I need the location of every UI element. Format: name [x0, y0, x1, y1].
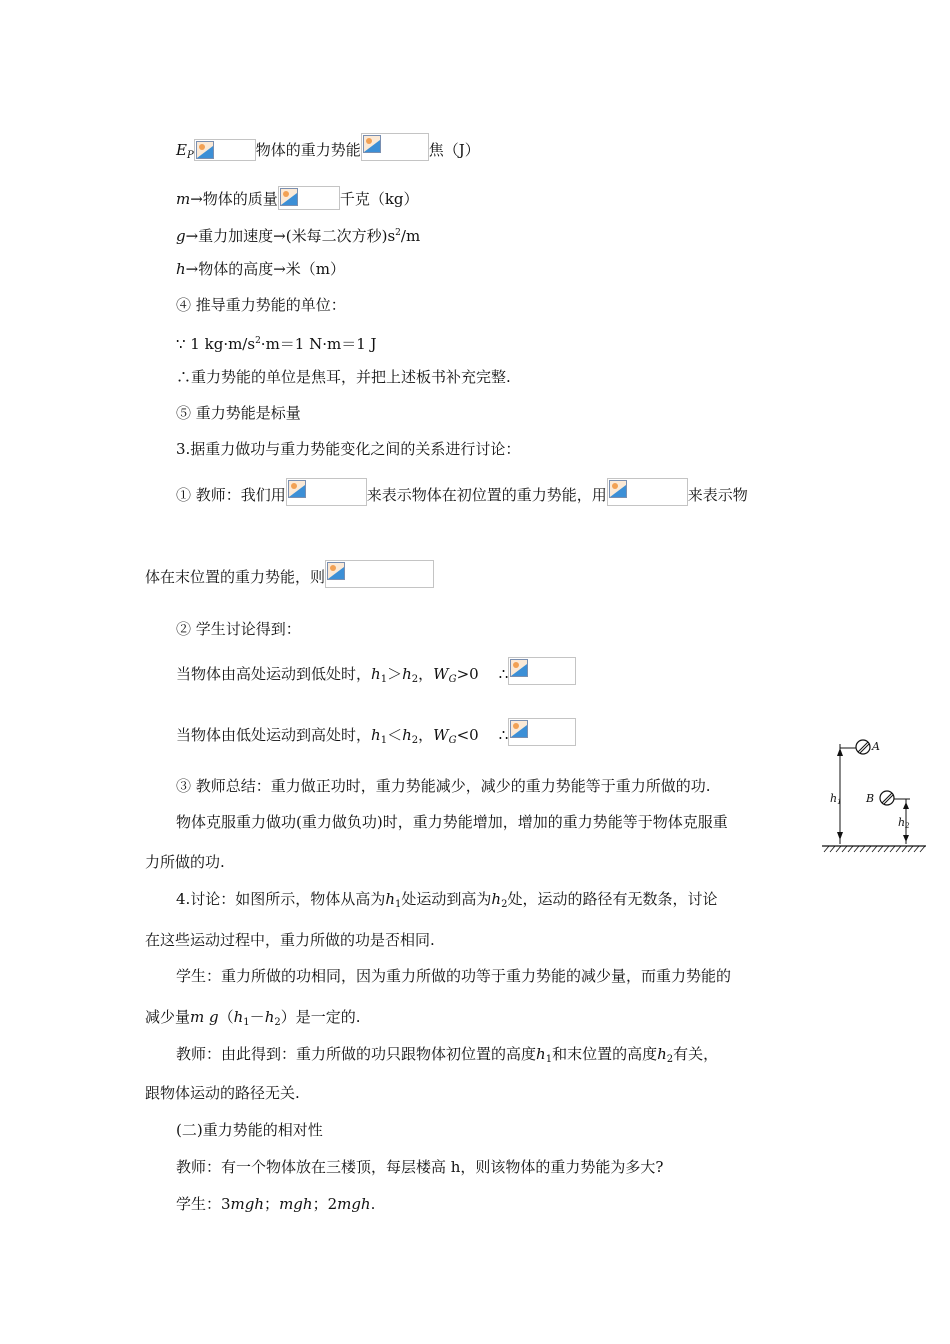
therefore-symbol: ∴: [498, 726, 509, 744]
wg-symbol: W: [433, 665, 449, 683]
line-ep: [176, 133, 480, 166]
line-23: 跟物体运动的路径无关.: [145, 1084, 300, 1102]
formula-image-placeholder: [325, 560, 434, 588]
h2-symbol: h: [402, 726, 412, 744]
superscript: 2: [395, 228, 401, 238]
text: 处运动到高为: [401, 890, 492, 908]
text: .: [370, 1195, 376, 1213]
h1-symbol: h: [371, 726, 381, 744]
m-symbol: m: [176, 190, 191, 208]
line-7: ∴重力势能的单位是焦耳，并把上述板书补充完整.: [176, 368, 511, 386]
formula-image-placeholder: [508, 718, 576, 746]
broken-image-icon: [280, 188, 298, 206]
text: 来表示物: [687, 486, 748, 504]
height-diagram: [818, 732, 930, 862]
mgh-symbol: mgh: [279, 1195, 313, 1213]
text: 减少量: [145, 1008, 191, 1026]
h2-symbol: h: [402, 665, 412, 683]
h2-symbol: h: [491, 890, 502, 908]
text: 学生：3: [176, 1195, 231, 1213]
broken-image-icon: [327, 562, 345, 580]
line-12: ② 学生讨论得到：: [176, 620, 301, 638]
text: 来表示物体在初位置的重力势能，用: [366, 486, 607, 504]
text: →物体的高度→米（m）: [185, 260, 346, 278]
text: <0: [456, 726, 479, 744]
text: ；: [264, 1195, 280, 1213]
text: ，: [418, 665, 434, 683]
text: 千克（kg）: [339, 190, 419, 208]
line-17: 力所做的功.: [145, 853, 225, 871]
text: 焦（J）: [428, 141, 480, 159]
line-teacher-1: [176, 478, 748, 506]
subscript: G: [448, 735, 457, 746]
label-h2-subscript: 2: [905, 822, 910, 830]
line-conclusion: [176, 1044, 718, 1070]
line-16: 物体克服重力做功(重力做负功)时，重力势能增加，增加的重力势能等于物体克服重: [176, 813, 728, 831]
text: ＞: [387, 665, 403, 683]
subscript: G: [448, 674, 457, 685]
text: ① 教师：我们用: [176, 486, 286, 504]
broken-image-icon: [609, 480, 627, 498]
line-20: 学生：重力所做的功相同，因为重力所做的功等于重力势能的减少量，而重力势能的: [176, 967, 732, 985]
subscript: 1: [380, 674, 388, 685]
h1-symbol: h: [536, 1045, 546, 1063]
text: →重力加速度→(米每二次方秒)s: [185, 227, 396, 245]
broken-image-icon: [510, 659, 528, 677]
formula-image-placeholder: [278, 186, 340, 210]
label-h1-letter: h: [830, 792, 838, 805]
text: >0: [456, 665, 479, 683]
line-gravity: [176, 223, 420, 246]
line-24: (二)重力势能的相对性: [176, 1121, 323, 1139]
h1-symbol: h: [385, 890, 395, 908]
line-height: [176, 259, 345, 279]
text: 和末位置的高度: [552, 1045, 658, 1063]
line-end-position: [145, 560, 434, 588]
subscript: 2: [411, 735, 419, 746]
h2-symbol: h: [657, 1045, 667, 1063]
text: ）是一定的.: [280, 1008, 361, 1026]
mg-symbol: m g: [190, 1008, 219, 1026]
text: 体在末位置的重力势能，则: [145, 568, 326, 586]
line-low-to-high: [176, 718, 576, 751]
text: →物体的质量: [190, 190, 278, 208]
subscript: 2: [411, 674, 419, 685]
g-symbol: g: [176, 227, 186, 245]
subscript: 2: [501, 899, 508, 910]
line-unit-derivation: [176, 331, 377, 354]
subscript: 1: [243, 1017, 250, 1028]
label-a: A: [872, 740, 880, 753]
label-b: B: [866, 792, 875, 805]
text: /m: [400, 227, 421, 245]
line-25: 教师：有一个物体放在三楼顶，每层楼高 h，则该物体的重力势能为多大?: [176, 1158, 664, 1176]
label-h2-letter: h: [898, 816, 906, 829]
broken-image-icon: [196, 141, 214, 159]
h1-symbol: h: [233, 1008, 244, 1026]
arrow-up-icon: [837, 748, 843, 756]
mgh-symbol: mgh: [337, 1195, 371, 1213]
superscript: 2: [255, 336, 261, 346]
arrow-down-icon: [903, 835, 909, 842]
label-h2: [898, 816, 910, 830]
subscript: 1: [380, 735, 388, 746]
text: ＜: [387, 726, 403, 744]
text: 当物体由低处运动到高处时，: [176, 726, 372, 744]
label-h1-subscript: 1: [837, 798, 842, 806]
ep-subscript: P: [186, 150, 194, 161]
line-8: ⑤ 重力势能是标量: [176, 404, 301, 422]
mgh-symbol: mgh: [230, 1195, 265, 1213]
formula-image-placeholder: [607, 478, 688, 506]
line-high-to-low: [176, 657, 576, 690]
formula-image-placeholder: [286, 478, 367, 506]
line-15: ③ 教师总结：重力做正功时，重力势能减少，减少的重力势能等于重力所做的功.: [176, 777, 711, 795]
line-student-answer: [176, 1194, 375, 1214]
text: ，: [418, 726, 434, 744]
ground-hatching: [824, 846, 925, 852]
line-5: ④ 推导重力势能的单位：: [176, 296, 346, 314]
broken-image-icon: [288, 480, 306, 498]
text: ；2: [312, 1195, 338, 1213]
wg-symbol: W: [433, 726, 449, 744]
h2-symbol: h: [264, 1008, 275, 1026]
text: 物体的重力势能: [255, 141, 361, 159]
line-19: 在这些运动过程中，重力所做的功是否相同.: [145, 931, 435, 949]
broken-image-icon: [363, 135, 381, 153]
ep-symbol: E: [176, 141, 187, 159]
formula-image-placeholder: [361, 133, 429, 161]
arrow-down-icon: [837, 832, 843, 840]
subscript: 2: [274, 1017, 281, 1028]
line-reduction: [145, 1007, 361, 1033]
therefore-symbol: ∴: [498, 665, 509, 683]
line-mass: [176, 186, 419, 210]
text: 当物体由高处运动到低处时，: [176, 665, 372, 683]
text: ∵ 1 kg·m/s: [176, 335, 256, 353]
subscript: 1: [545, 1054, 553, 1065]
subscript: 2: [666, 1054, 674, 1065]
text: 4.讨论：如图所示，物体从高为: [176, 890, 386, 908]
line-discussion: [176, 889, 717, 915]
subscript: 1: [395, 899, 402, 910]
broken-image-icon: [510, 720, 528, 738]
text: 有关，: [673, 1045, 719, 1063]
text: 处，运动的路径有无数条，讨论: [507, 890, 718, 908]
text: ·m＝1 N·m＝1 J: [260, 335, 377, 353]
formula-image-placeholder: [508, 657, 576, 685]
line-9: 3.据重力做功与重力势能变化之间的关系进行讨论：: [176, 440, 521, 458]
text: －: [249, 1008, 265, 1026]
text: 教师：由此得到：重力所做的功只跟物体初位置的高度: [176, 1045, 537, 1063]
text: （: [218, 1008, 234, 1026]
arrow-up-icon: [903, 802, 909, 809]
h1-symbol: h: [371, 665, 381, 683]
formula-image-placeholder: [194, 139, 256, 161]
h-symbol: h: [176, 260, 186, 278]
